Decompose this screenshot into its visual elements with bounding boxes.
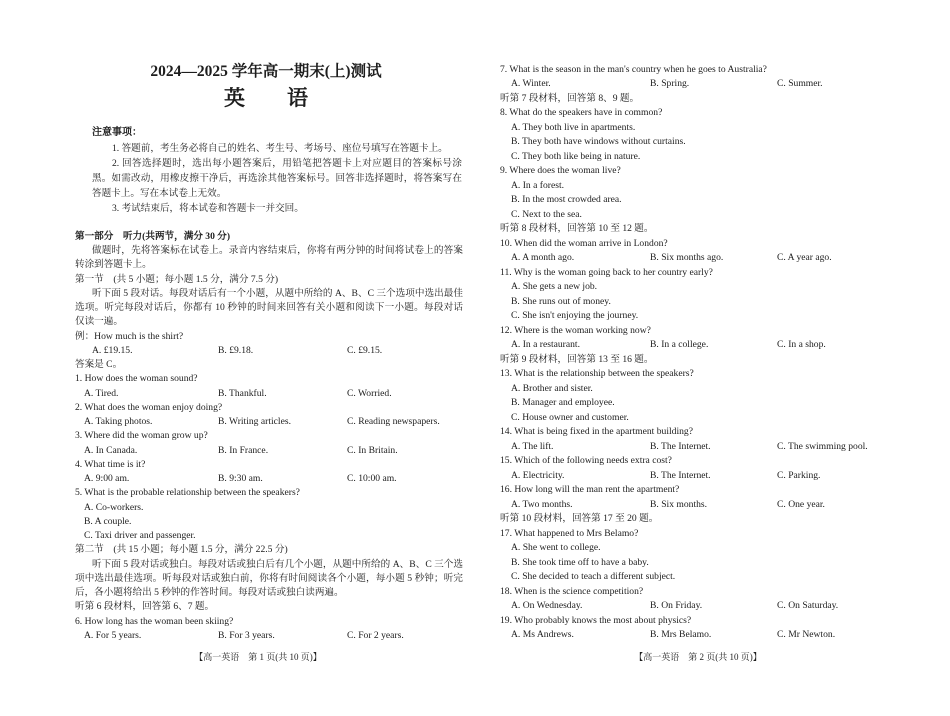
question-8: [500, 106, 890, 164]
options-row: [75, 472, 463, 486]
option-c: C. £9.15.: [347, 344, 383, 356]
section-2-heading: 第二节 (共 15 小题；每小题 1.5 分，满分 22.5 分): [75, 544, 288, 556]
question-stem: 10. When did the woman arrive in London?: [500, 237, 668, 249]
option-c: C. Summer.: [777, 78, 823, 90]
section-1-heading: 第一节 (共 5 小题；每小题 1.5 分，满分 7.5 分): [75, 273, 279, 285]
question-10: [500, 237, 890, 266]
option-b: B. Six months ago.: [650, 252, 724, 264]
option-a: A. Taking photos.: [84, 416, 153, 428]
question-stem: 9. Where does the woman live?: [500, 165, 621, 177]
option-a: A. Winter.: [511, 78, 551, 90]
notes-item-1: 1. 答题前，考生务必将自己的姓名、考生号、考场号、座位号填写在答题卡上。: [112, 142, 448, 154]
question-11: [500, 266, 890, 324]
question-stem: 2. What does the woman enjoy doing?: [75, 401, 223, 413]
example-answer: 答案是 C。: [75, 359, 123, 371]
question-16: [500, 483, 890, 512]
option-c: C. A year ago.: [777, 252, 832, 264]
question-13: [500, 367, 890, 425]
option-b: B. In France.: [218, 444, 269, 456]
option-c: C. They both like being in nature.: [511, 150, 641, 162]
exam-title: 2024—2025 学年高一期末(上)测试: [150, 63, 382, 80]
question-6: [75, 615, 463, 644]
option-b: B. Six months.: [650, 498, 708, 510]
option-c: C. Mr Newton.: [777, 629, 836, 641]
question-15: [500, 454, 890, 483]
option-b: B. Manager and employee.: [511, 397, 615, 409]
option-b: B. £9.18.: [218, 344, 254, 356]
question-5: [75, 486, 463, 543]
option-c: C. 10:00 am.: [347, 473, 397, 485]
options-row: [500, 440, 890, 455]
option-b: B. 9:30 am.: [218, 473, 263, 485]
options-row: [75, 387, 463, 401]
option-a: A. The lift.: [511, 440, 554, 452]
part-instruction: 做题时，先将答案标在试卷上。录音内容结束后，你将有两分钟的时间将试卷上的答案转涂到答题卡上。: [75, 245, 463, 271]
option-c: C. Next to the sea.: [511, 208, 582, 220]
option-a: A. 9:00 am.: [84, 473, 130, 485]
option-b: B. For 3 years.: [218, 629, 275, 641]
question-stem: 7. What is the season in the man's country when he goes to Australia?: [500, 63, 767, 75]
notes: [92, 125, 462, 216]
page-footer-2: 【高一英语 第 2 页(共 10 页)】: [634, 652, 762, 662]
example-options: [75, 344, 463, 358]
question-4: [75, 458, 463, 487]
question-stem: 13. What is the relationship between the speakers?: [500, 368, 694, 380]
option-b: B. The Internet.: [650, 440, 711, 452]
option-a: A. For 5 years.: [84, 629, 142, 641]
options-row: [75, 415, 463, 429]
question-14: [500, 425, 890, 454]
part-heading: 第一部分 听力(共两节，满分 30 分): [75, 230, 231, 242]
question-stem: 14. What is being fixed in the apartment building?: [500, 426, 693, 438]
example-stem: 例：How much is the shirt?: [75, 330, 184, 342]
options-row: [500, 628, 890, 643]
option-a: A. £19.15.: [92, 344, 133, 356]
options-row: [75, 629, 463, 643]
option-c: C. Reading newspapers.: [347, 416, 440, 428]
option-b: B. A couple.: [84, 515, 132, 527]
notes-item-3: 3. 考试结束后，将本试卷和答题卡一并交回。: [112, 203, 304, 215]
question-stem: 18. When is the science competition?: [500, 585, 644, 597]
material-label: 听第 7 段材料，回答第 8、9 题。: [500, 92, 640, 104]
question-2: [75, 401, 463, 430]
page-1-body: [75, 230, 463, 643]
question-stem: 15. Which of the following needs extra cost?: [500, 455, 672, 467]
option-c: C. On Saturday.: [777, 600, 839, 612]
option-a: A. Electricity.: [511, 469, 565, 481]
question-stem: 1. How does the woman sound?: [75, 373, 198, 385]
option-b: B. Mrs Belamo.: [650, 629, 712, 641]
question-9: [500, 164, 890, 222]
option-c: C. House owner and customer.: [511, 411, 629, 423]
question-19: [500, 614, 890, 643]
option-a: A. Two months.: [511, 498, 573, 510]
question-stem: 3. Where did the woman grow up?: [75, 430, 208, 442]
option-a: A. She gets a new job.: [511, 281, 598, 293]
notes-item-2: 2. 回答选择题时，选出每小题答案后，用铅笔把答题卡上对应题目的答案标号涂黑。如需改动，用橡皮擦干净后，再选涂其他答案标号。回答非选择题时，将答案写在答题卡上。写在本试卷上无效。: [92, 157, 462, 200]
option-a: A. She went to college.: [511, 542, 601, 554]
material-label: 听第 8 段材料，回答第 10 至 12 题。: [500, 223, 654, 235]
option-a: A. Tired.: [84, 387, 119, 399]
option-b: B. They both have windows without curtains.: [511, 136, 686, 148]
option-c: C. Worried.: [347, 387, 392, 399]
options-row: [500, 599, 890, 614]
example-question: [75, 330, 463, 373]
option-c: C. Taxi driver and passenger.: [84, 530, 196, 542]
option-a: A. Brother and sister.: [511, 382, 593, 394]
option-c: C. Parking.: [777, 469, 821, 481]
option-b: B. The Internet.: [650, 469, 711, 481]
question-stem: 4. What time is it?: [75, 458, 146, 470]
option-a: A. A month ago.: [511, 252, 575, 264]
option-b: B. On Friday.: [650, 600, 703, 612]
option-c: C. She decided to teach a different subject.: [511, 571, 676, 583]
options-row: [500, 77, 890, 92]
option-c: C. One year.: [777, 498, 825, 510]
question-3: [75, 429, 463, 458]
question-stem: 11. Why is the woman going back to her country early?: [500, 266, 713, 278]
option-c: C. In a shop.: [777, 339, 826, 351]
option-a: A. They both live in apartments.: [511, 121, 636, 133]
option-c: C. In Britain.: [347, 444, 398, 456]
options-row: [500, 469, 890, 484]
option-b: B. Thankful.: [218, 387, 267, 399]
option-a: A. Co-workers.: [84, 501, 144, 513]
subject-title: 英 语: [224, 86, 308, 110]
options-row: [75, 444, 463, 458]
option-a: A. In a restaurant.: [511, 339, 580, 351]
option-a: A. Ms Andrews.: [511, 629, 574, 641]
question-stem: 19. Who probably knows the most about physics?: [500, 614, 692, 626]
material-label: 听第 10 段材料，回答第 17 至 20 题。: [500, 513, 659, 525]
options-row: [500, 251, 890, 266]
option-c: C. The swimming pool.: [777, 440, 868, 452]
material-label: 听第 9 段材料，回答第 13 至 16 题。: [500, 353, 654, 365]
question-stem: 16. How long will the man rent the apartment?: [500, 484, 680, 496]
option-c: C. For 2 years.: [347, 629, 404, 641]
option-a: A. On Wednesday.: [511, 600, 583, 612]
option-a: A. In a forest.: [511, 179, 565, 191]
section-2-instruction: 听下面 5 段对话或独白。每段对话或独白后有几个小题，从题中所给的 A、B、C 三个选项中选出最佳选项。听每段对话或独白前，你将有时间阅读各个小题，每小题 5 秒钟；听完后，各小题将给出 5 秒钟的作答时间。每段对话或独白读两遍。: [75, 558, 463, 599]
options-row: [500, 338, 890, 353]
option-b: B. She runs out of money.: [511, 295, 611, 307]
option-a: A. In Canada.: [84, 444, 138, 456]
question-stem: 8. What do the speakers have in common?: [500, 107, 663, 119]
option-c: C. She isn't enjoying the journey.: [511, 310, 639, 322]
option-b: B. She took time off to have a baby.: [511, 556, 649, 568]
question-18: [500, 585, 890, 614]
option-b: B. Spring.: [650, 78, 690, 90]
question-stem: 5. What is the probable relationship between the speakers?: [75, 487, 300, 499]
question-stem: 17. What happened to Mrs Belamo?: [500, 527, 639, 539]
material-label: 听第 6 段材料，回答第 6、7 题。: [75, 601, 215, 613]
question-17: [500, 527, 890, 585]
option-b: B. In the most crowded area.: [511, 194, 622, 206]
question-1: [75, 372, 463, 401]
notes-heading: 注意事项：: [92, 127, 142, 139]
section-1-instruction: 听下面 5 段对话。每段对话后有一个小题，从题中所给的 A、B、C 三个选项中选出最佳选项。听完每段对话后，你都有 10 秒钟的时间来回答有关小题和阅读下一小题。每段对话仅读一遍。: [75, 287, 463, 328]
page-footer-1: 【高一英语 第 1 页(共 10 页)】: [194, 652, 322, 662]
question-12: [500, 324, 890, 353]
question-7: [500, 63, 890, 92]
option-b: B. Writing articles.: [218, 416, 291, 428]
question-stem: 6. How long has the woman been skiing?: [75, 615, 234, 627]
options-row: [500, 498, 890, 513]
page-2-body: [500, 63, 890, 643]
option-b: B. In a college.: [650, 339, 709, 351]
question-stem: 12. Where is the woman working now?: [500, 324, 651, 336]
